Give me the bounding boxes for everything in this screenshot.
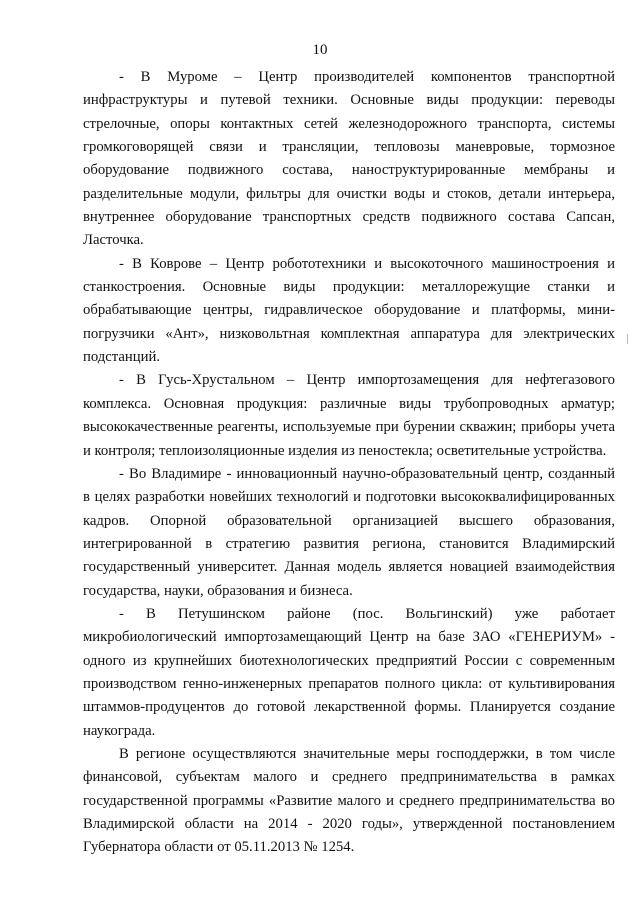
paragraph-murom: - В Муроме – Центр производителей компонентов транспортной инфраструктуры и путевой техники. Основные виды продукции: переводы стрелочные, опоры контактных сетей железнодорожного транспорта, системы громкоговорящей связи и трансляции, тепловозы маневровые, тормозное оборудование подвижного состава, наноструктурированные мембраны и разделительные модули, фильтры для очистки воды и стоков, детали интерьера, внутреннее оборудование транспортных средств подвижного состава Сапсан, Ласточка. [83,69,615,249]
page-number: 10 [312,42,328,58]
paragraph-vladimir: - Во Владимире - инновационный научно-образовательный центр, созданный в целях разработки новейших технологий и подготовки высококвалифицированных кадров. Опорной образовательной организацией высшего образования, интегрированной в стратегию развития региона, становится Владимирский государственный университет. Данная модель является новацией взаимодействия государства, науки, образования и бизнеса. [83,465,615,599]
scan-edge-mark [627,334,628,344]
paragraph-petushinsky: - В Петушинском районе (пос. Вольгинский) уже работает микробиологический импортозамещающий Центр на базе ЗАО «ГЕНЕРИУМ» - одного из крупнейших биотехнологических предприятий России с современным производством генно-инженерных препаратов полного цикла: от культивирования штаммов-продуцентов до готовой лекарственной формы. Планируется создание наукограда. [83,605,615,739]
paragraph-kovrov: - В Коврове – Центр робототехники и высокоточного машиностроения и станкостроения. Основные виды продукции: металлорежущие станки и обрабатывающие центры, гидравлическое оборудование и платформы, мини-погрузчики «Ант», низковольтная комплектная аппаратура для электрических подстанций. [83,255,615,366]
paragraph-state-support: В регионе осуществляются значительные меры господдержки, в том числе финансовой, субъектам малого и среднего предпринимательства в рамках государственной программы «Развитие малого и среднего предпринимательства во Владимирской области на 2014 - 2020 годы», утвержденной постановлением Губернатора области от 05.11.2013 № 1254. [83,745,615,856]
document-body [83,66,615,860]
paragraph-gus-khrustalny: - В Гусь-Хрустальном – Центр импортозамещения для нефтегазового комплекса. Основная продукция: различные виды трубопроводных арматур; высококачественные реагенты, используемые при бурении скважин; приборы учета и контроля; теплоизоляционные изделия из пеностекла; осветительные устройства. [83,372,615,459]
